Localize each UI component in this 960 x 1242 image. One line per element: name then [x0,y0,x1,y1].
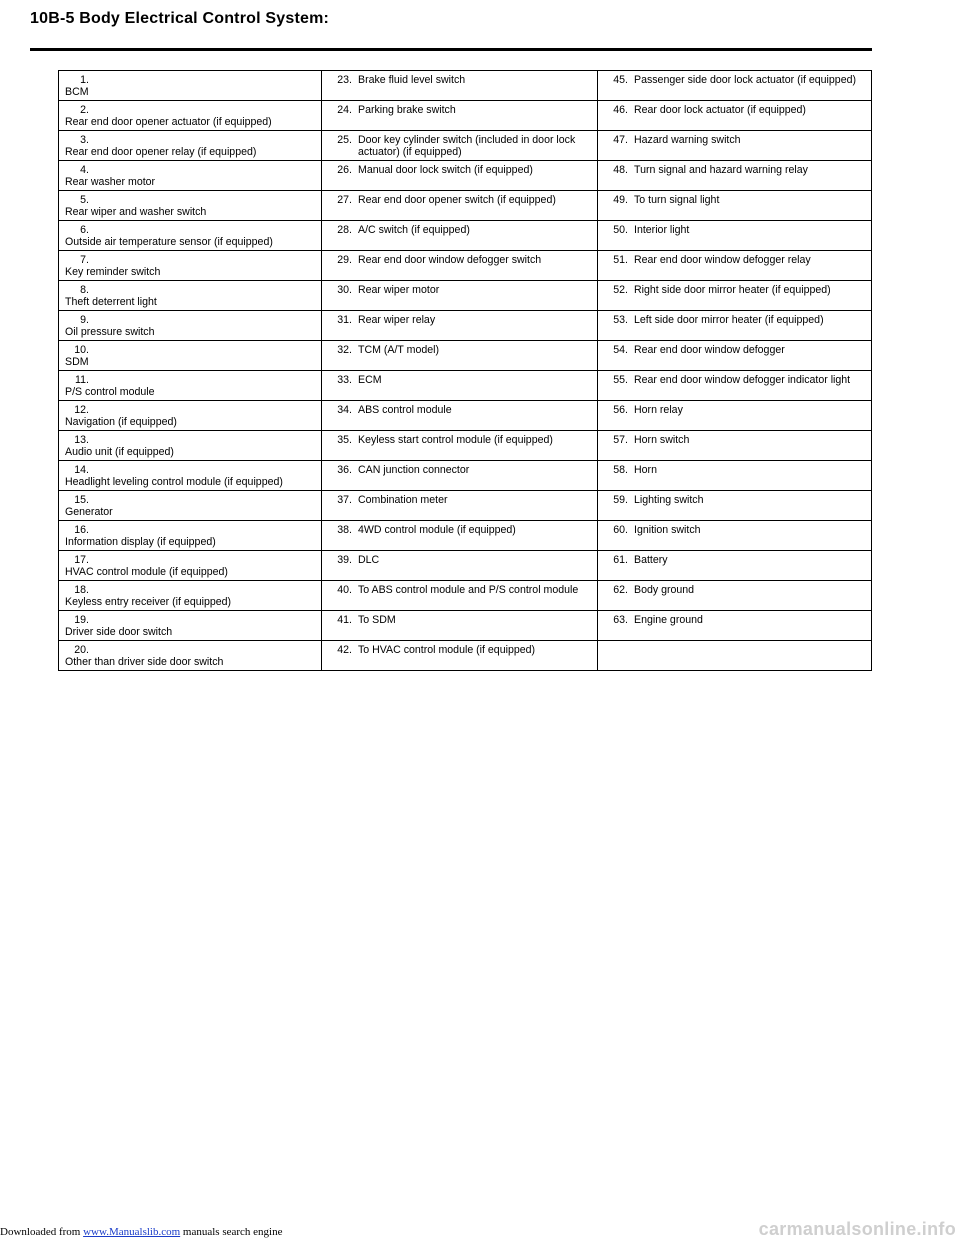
legend-item-number: 40. [337,584,352,596]
legend-cell [598,581,872,611]
legend-item-number: 12. [74,404,89,416]
legend-item-label: Other than driver side door switch [65,656,224,668]
legend-cell [59,581,322,611]
legend-item-label: Outside air temperature sensor (if equipped) [65,236,273,248]
legend-item-number: 51. [613,254,628,266]
legend-cell [322,161,598,191]
legend-cell [598,521,872,551]
legend-item-number: 59. [613,494,628,506]
legend-cell [598,161,872,191]
legend-item-label: SDM [65,356,89,368]
legend-row [59,341,872,371]
legend-cell [59,461,322,491]
legend-row [59,551,872,581]
legend-item-label: Horn [634,464,657,476]
legend-cell [598,461,872,491]
legend-item-label: Oil pressure switch [65,326,155,338]
legend-item-number: 28. [337,224,352,236]
legend-row [59,191,872,221]
legend-cell [322,551,598,581]
legend-cell [322,581,598,611]
legend-cell [322,131,598,161]
legend-item-number: 50. [613,224,628,236]
legend-item-number: 18. [74,584,89,596]
legend-cell [322,251,598,281]
legend-item-number: 29. [337,254,352,266]
legend-cell [598,371,872,401]
legend-item-label: Key reminder switch [65,266,161,278]
legend-item-number: 49. [613,194,628,206]
legend-cell [59,191,322,221]
legend-item-label: Door key cylinder switch (included in door lock actuator) (if equipped) [358,134,576,158]
legend-item-number: 45. [613,74,628,86]
legend-cell [598,551,872,581]
legend-item-label: HVAC control module (if equipped) [65,566,228,578]
legend-item-number: 8. [80,284,89,296]
legend-item-label: To ABS control module and P/S control module [358,584,579,596]
legend-item-number: 11. [75,374,89,386]
legend-item-label: Driver side door switch [65,626,173,638]
legend-cell [59,71,322,101]
legend-cell [322,431,598,461]
footer-suffix: manuals search engine [180,1226,283,1238]
legend-item-label: Rear wiper motor [358,284,440,296]
legend-item-number: 33. [337,374,352,386]
legend-cell [59,611,322,641]
legend-item-number: 16. [74,524,89,536]
legend-item-number: 4. [80,164,89,176]
legend-item-label: Ignition switch [634,524,701,536]
legend-cell [322,461,598,491]
legend-item-label: Lighting switch [634,494,704,506]
legend-item-label: Right side door mirror heater (if equipped) [634,284,831,296]
legend-row [59,521,872,551]
component-legend-table [58,70,872,671]
legend-cell [322,491,598,521]
legend-item-number: 53. [613,314,628,326]
legend-cell [59,521,322,551]
legend-item-number: 3. [80,134,89,146]
legend-cell [598,491,872,521]
legend-cell [59,401,322,431]
legend-cell [322,281,598,311]
legend-cell [322,101,598,131]
legend-item-number: 27. [337,194,352,206]
legend-row [59,131,872,161]
legend-item-number: 7. [80,254,89,266]
legend-item-label: Manual door lock switch (if equipped) [358,164,533,176]
legend-item-number: 15. [74,494,89,506]
legend-item-label: CAN junction connector [358,464,470,476]
legend-item-number: 19. [74,614,89,626]
legend-cell [322,401,598,431]
legend-cell [322,521,598,551]
legend-cell [59,101,322,131]
legend-item-number: 41. [337,614,352,626]
legend-item-label: To HVAC control module (if equipped) [358,644,536,656]
legend-row [59,71,872,101]
legend-item-number: 25. [337,134,352,146]
legend-row [59,371,872,401]
legend-item-label: Rear end door window defogger switch [358,254,542,266]
legend-row [59,611,872,641]
legend-item-label: Rear washer motor [65,176,156,188]
legend-item-number: 5. [80,194,89,206]
legend-item-label: A/C switch (if equipped) [358,224,470,236]
watermark: carmanualsonline.info [758,1219,956,1239]
legend-cell [59,551,322,581]
legend-item-number: 37. [337,494,352,506]
legend-cell [59,371,322,401]
legend-cell [598,251,872,281]
legend-cell [59,641,322,671]
legend-item-label: Battery [634,554,668,566]
legend-cell [322,371,598,401]
legend-item-number: 63. [613,614,628,626]
legend-cell [322,641,598,671]
legend-item-number: 30. [337,284,352,296]
legend-row [59,281,872,311]
legend-cell [598,311,872,341]
legend-item-number: 31. [337,314,352,326]
page-title: 10B-5 Body Electrical Control System: [30,10,330,27]
legend-cell [322,191,598,221]
legend-cell [322,311,598,341]
legend-item-number: 57. [613,434,628,446]
legend-item-number: 48. [613,164,628,176]
legend-item-label: Hazard warning switch [634,134,741,146]
legend-cell [59,131,322,161]
legend-item-number: 47. [613,134,628,146]
legend-row [59,491,872,521]
legend-item-label: Rear wiper relay [358,314,436,326]
legend-cell [598,281,872,311]
legend-item-number: 61. [613,554,628,566]
legend-item-label: Brake fluid level switch [358,74,466,86]
legend-item-label: Rear end door window defogger [634,344,785,356]
legend-cell [598,101,872,131]
legend-item-number: 42. [337,644,352,656]
legend-item-label: Headlight leveling control module (if equipped) [65,476,283,488]
legend-item-label: Navigation (if equipped) [65,416,177,428]
legend-item-number: 2. [80,104,89,116]
footer-prefix: Downloaded from [0,1226,84,1238]
legend-item-label: To SDM [358,614,396,626]
legend-item-number: 17. [74,554,89,566]
legend-item-number: 36. [337,464,352,476]
legend-cell [59,431,322,461]
legend-row [59,101,872,131]
legend-item-label: To turn signal light [634,194,720,206]
legend-item-number: 56. [613,404,628,416]
legend-item-number: 62. [613,584,628,596]
legend-item-number: 52. [613,284,628,296]
legend-cell [322,341,598,371]
legend-cell [598,611,872,641]
legend-cell [598,131,872,161]
legend-item-label: ABS control module [358,404,452,416]
legend-row [59,251,872,281]
legend-item-number: 58. [613,464,628,476]
legend-item-number: 55. [613,374,628,386]
legend-item-number: 13. [74,434,89,446]
legend-item-label: Audio unit (if equipped) [65,446,174,458]
legend-item-number: 38. [337,524,352,536]
legend-item-label: Left side door mirror heater (if equipped) [634,314,824,326]
legend-item-number: 14. [74,464,89,476]
legend-item-label: BCM [65,86,89,98]
legend-item-number: 60. [613,524,628,536]
legend-item-number: 46. [613,104,628,116]
legend-item-label: Rear wiper and washer switch [65,206,207,218]
legend-item-label: Theft deterrent light [65,296,157,308]
legend-item-label: Keyless start control module (if equipped) [358,434,553,446]
legend-cell [59,221,322,251]
legend-item-label: 4WD control module (if equipped) [358,524,516,536]
legend-cell [598,401,872,431]
legend-item-label: Information display (if equipped) [65,536,216,548]
legend-item-label: TCM (A/T model) [358,344,440,356]
legend-item-number: 35. [337,434,352,446]
legend-cell [598,71,872,101]
legend-item-number: 32. [337,344,352,356]
legend-body [59,71,872,671]
legend-item-number: 39. [337,554,352,566]
legend-item-number: 24. [337,104,352,116]
legend-item-number: 26. [337,164,352,176]
legend-item-label: Rear end door opener switch (if equipped) [358,194,556,206]
legend-item-label: P/S control module [65,386,155,398]
legend-cell [598,221,872,251]
legend-cell [59,251,322,281]
legend-cell [598,191,872,221]
legend-row [59,401,872,431]
legend-item-label: Turn signal and hazard warning relay [634,164,808,176]
legend-cell [59,281,322,311]
legend-item-number: 54. [613,344,628,356]
legend-item-label: Body ground [634,584,695,596]
legend-item-number: 6. [80,224,89,236]
legend-row [59,221,872,251]
legend-item-label: Rear end door opener relay (if equipped) [65,146,257,158]
manualslib-link[interactable]: www.Manualslib.com [83,1226,181,1238]
legend-item-number: 34. [337,404,352,416]
legend-item-number: 1. [80,74,89,86]
legend-row [59,461,872,491]
legend-cell [59,311,322,341]
legend-cell [598,431,872,461]
legend-item-label: Generator [65,506,113,518]
legend-item-label: Engine ground [634,614,703,626]
legend-cell [59,491,322,521]
legend-cell [322,71,598,101]
legend-item-label: Passenger side door lock actuator (if equipped) [634,74,857,86]
legend-item-label: Rear end door opener actuator (if equipped) [65,116,272,128]
legend-item-label: Horn switch [634,434,690,446]
legend-row [59,431,872,461]
legend-item-label: Combination meter [358,494,448,506]
legend-item-label: Interior light [634,224,690,236]
legend-item-label: Rear end door window defogger indicator light [634,374,851,386]
legend-item-label: Rear end door window defogger relay [634,254,811,266]
legend-item-label: Parking brake switch [358,104,456,116]
legend-row [59,161,872,191]
legend-item-number: 23. [337,74,352,86]
legend-row [59,311,872,341]
footer [0,1226,282,1238]
page-header [30,4,872,51]
legend-cell [598,641,872,671]
legend-item-number: 9. [80,314,89,326]
legend-item-label: Rear door lock actuator (if equipped) [634,104,806,116]
legend-item-label: ECM [358,374,382,386]
legend-item-label: DLC [358,554,380,566]
legend-item-number: 10. [74,344,89,356]
legend-cell [322,221,598,251]
legend-item-label: Horn relay [634,404,683,416]
legend-item-number: 20. [74,644,89,656]
legend-cell [59,341,322,371]
legend-cell [598,341,872,371]
legend-item-label: Keyless entry receiver (if equipped) [65,596,232,608]
legend-cell [322,611,598,641]
legend-cell [59,161,322,191]
legend-row [59,581,872,611]
legend-row [59,641,872,671]
